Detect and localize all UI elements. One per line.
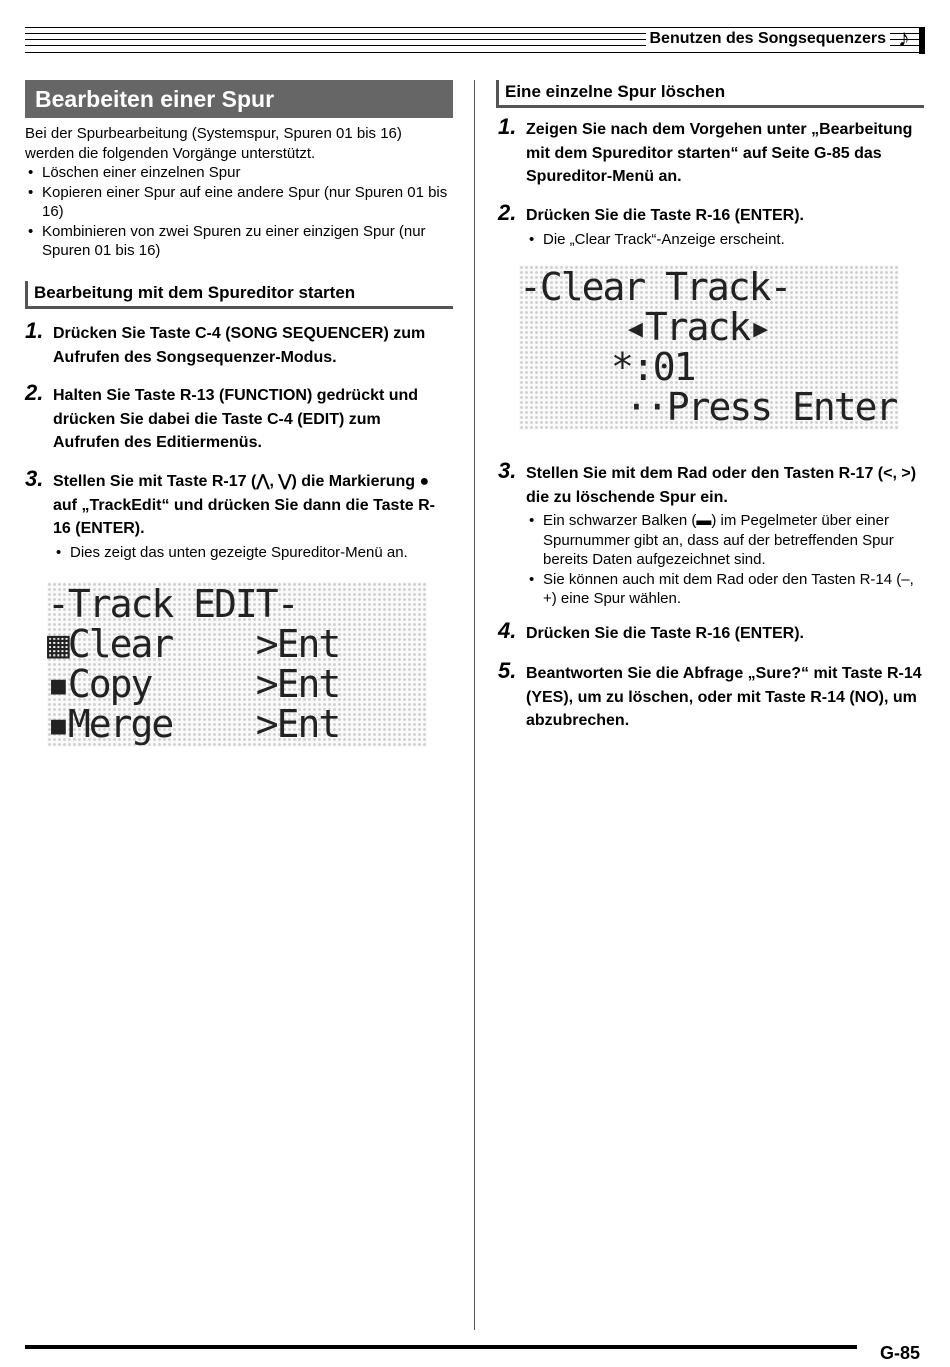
subheading-start-editor: Bearbeitung mit dem Spureditor starten: [25, 281, 453, 309]
step-text: Halten Sie Taste R-13 (FUNCTION) gedrückt und drücken Sie dabei die Taste C-4 (EDIT) zum Aufrufen des Editiermenüs.: [53, 387, 419, 451]
footer-rule: [25, 1345, 857, 1349]
lcd-line: ▦Clear >Ent: [47, 622, 340, 666]
subheading-clear-track: Eine einzelne Spur löschen: [496, 80, 924, 108]
lcd-line: ▪Merge >Ent: [47, 702, 340, 746]
list-item: • Sie können auch mit dem Rad oder den Tasten R-14 (–, +) eine Spur wählen.: [526, 570, 923, 609]
step-1-left: [25, 318, 450, 369]
music-note-icon: ♪: [898, 25, 910, 52]
step-text: Stellen Sie mit Taste R-17 (⋀, ⋁) die Markierung ● auf „TrackEdit“ und drücken Sie dann die Taste R-16 (ENTER).: [53, 473, 435, 537]
step-4-right: [498, 618, 923, 646]
step-number: 1.: [25, 318, 44, 343]
step-notes: [53, 543, 450, 563]
step-text: Drücken Sie die Taste R-16 (ENTER).: [526, 207, 804, 224]
step-text: Beantworten Sie die Abfrage „Sure?“ mit Taste R-14 (YES), um zu löschen, oder mit Taste R-14 (NO), um abzubrechen.: [526, 665, 922, 729]
step-text: Stellen Sie mit dem Rad oder den Tasten R-17 (<, >) die zu löschende Spur ein.: [526, 465, 917, 506]
step-number: 4.: [498, 618, 517, 643]
step-number: 3.: [498, 458, 517, 483]
intro-paragraph: Bei der Spurbearbeitung (Systemspur, Spuren 01 bis 16) werden die folgenden Vorgänge unterstützt.: [25, 125, 402, 162]
step-number: 1.: [498, 114, 517, 139]
list-item: • Kombinieren von zwei Spuren zu einer einzigen Spur (nur Spuren 01 bis 16): [25, 222, 455, 261]
lcd-line: *:01: [611, 345, 695, 389]
step-notes: [526, 511, 923, 609]
list-item: • Ein schwarzer Balken (▬) im Pegelmeter über einer Spurnummer gibt an, dass auf der betreffenden Spur bereits Daten aufgezeichnet sind.: [526, 511, 923, 570]
step-3-right: [498, 458, 923, 609]
lcd-line: -Track EDIT-: [47, 582, 298, 626]
list-item: • Kopieren einer Spur auf eine andere Spur (nur Spuren 01 bis 16): [25, 183, 455, 222]
lcd-line: -Clear Track-: [519, 265, 791, 309]
step-text: Drücken Sie Taste C-4 (SONG SEQUENCER) zum Aufrufen des Songsequenzer-Modus.: [53, 325, 426, 366]
list-item: • Löschen einer einzelnen Spur: [25, 163, 455, 183]
page-number: G-85: [880, 1343, 921, 1363]
lcd-track-edit-menu: [47, 582, 427, 747]
step-number: 5.: [498, 658, 517, 683]
step-notes: [526, 230, 923, 250]
step-1-right: [498, 114, 923, 189]
list-item: • Die „Clear Track“-Anzeige erscheint.: [526, 230, 923, 250]
step-3-left: [25, 466, 450, 562]
staff-end-bar: [919, 27, 925, 54]
intro-bullet-list: [25, 163, 455, 261]
running-header: Benutzen des Songsequenzers: [646, 30, 891, 48]
column-divider: [474, 80, 475, 1330]
step-number: 2.: [25, 380, 44, 405]
list-item: • Dies zeigt das unten gezeigte Spureditor-Menü an.: [53, 543, 450, 563]
lcd-clear-track: [519, 265, 899, 430]
step-5-right: [498, 658, 923, 733]
lcd-line: ◂Track▸: [624, 305, 771, 349]
step-text: Drücken Sie die Taste R-16 (ENTER).: [526, 625, 804, 642]
lcd-line: ··Press Enter: [625, 385, 897, 429]
step-number: 3.: [25, 466, 44, 491]
step-number: 2.: [498, 200, 517, 225]
intro-text: [25, 124, 455, 261]
section-heading: Bearbeiten einer Spur: [25, 80, 453, 118]
step-text: Zeigen Sie nach dem Vorgehen unter „Bearbeitung mit dem Spureditor starten“ auf Seite G-85 das Spureditor-Menü an.: [526, 121, 913, 185]
step-2-left: [25, 380, 450, 455]
lcd-line: ▪Copy >Ent: [47, 662, 340, 706]
step-2-right: [498, 200, 923, 249]
